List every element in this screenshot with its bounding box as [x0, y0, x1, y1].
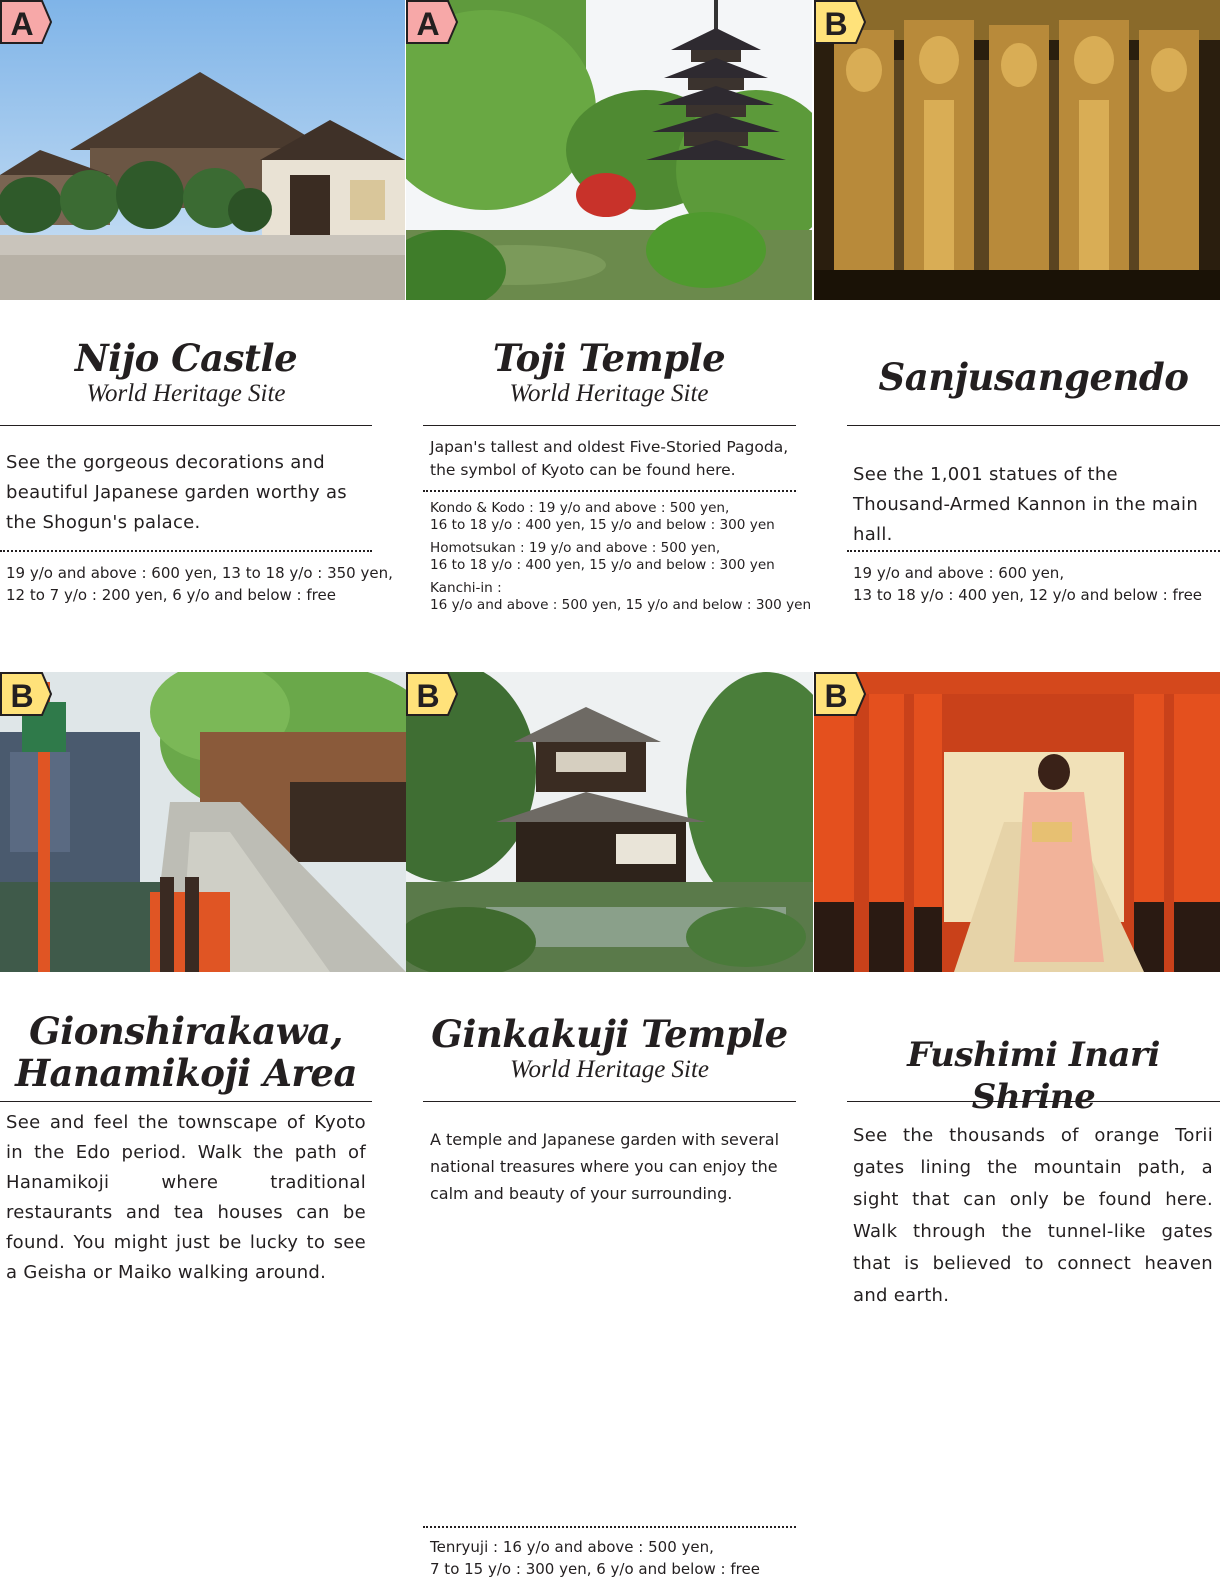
fee-divider [847, 550, 1220, 552]
badge-letter: B [824, 6, 848, 42]
badge-b [0, 672, 52, 716]
sanjusangendo-photo [814, 0, 1220, 300]
fee-line: Tenryuji : 16 y/o and above : 500 yen, [430, 1538, 714, 1556]
fee-line: 16 to 18 y/o : 400 yen, 15 y/o and below : 300 yen [430, 517, 775, 533]
card-title: Nijo Castle [74, 336, 298, 380]
badge-letter: B [824, 678, 848, 714]
fushimi-inari-shrine-photo [814, 672, 1220, 972]
card-ginkakuji-temple [406, 672, 812, 1578]
gionshirakawa-photo [0, 672, 406, 972]
fee-line: 16 to 18 y/o : 400 yen, 15 y/o and below : 300 yen [430, 557, 775, 573]
card-title: Fushimi Inari Shrine [907, 1035, 1160, 1117]
title-rule [423, 425, 796, 426]
card-title-block [423, 337, 795, 409]
badge-letter: B [416, 678, 440, 714]
card-description: Japan's tallest and oldest Five-Storied Pagoda, the symbol of Kyoto can be found here. [430, 438, 789, 479]
badge-a [406, 0, 458, 44]
card-description: See and feel the townscape of Kyoto in the Edo period. Walk the path of Hanamikoji where traditional restaurants and tea houses can be found. You might just be lucky to see a Geisha or Maiko walking around. [6, 1112, 366, 1283]
fee-divider [423, 490, 796, 492]
fee-line: 16 y/o and above : 500 yen, 15 y/o and below : 300 yen [430, 597, 812, 613]
card-toji-temple [406, 0, 812, 660]
card-sanjusangendo [814, 0, 1220, 660]
card-subtitle: World Heritage Site [86, 380, 286, 407]
fee-line: Kanchi-in : [430, 580, 502, 596]
fee-line: 19 y/o and above : 600 yen, 13 to 18 y/o : 350 yen, [6, 564, 393, 582]
fee-list [430, 500, 811, 620]
card-title: Ginkakuji Temple [431, 1012, 788, 1056]
fee-group-kanchi-in [430, 580, 811, 614]
badge-a [0, 0, 52, 44]
badge-b [814, 672, 866, 716]
badge-letter: B [10, 678, 34, 714]
card-title: Toji Temple [492, 336, 726, 380]
title-rule [0, 1101, 372, 1102]
card-title-block [0, 337, 372, 409]
card-title-block [847, 356, 1220, 398]
badge-letter: A [416, 6, 440, 42]
card-title-block [423, 1013, 796, 1085]
title-rule [847, 425, 1220, 426]
card-description: See the 1,001 statues of the Thousand-Armed Kannon in the main hall. [853, 464, 1199, 545]
fee-line: Kondo & Kodo : 19 y/o and above : 500 yen, [430, 500, 730, 516]
title-rule [847, 1101, 1220, 1102]
card-title-block [0, 1010, 372, 1094]
fee-line: 13 to 18 y/o : 400 yen, 12 y/o and below : free [853, 586, 1203, 604]
card-title-line2: Hanamikoji Area [15, 1051, 357, 1095]
fee-list [430, 1536, 760, 1580]
card-gionshirakawa [0, 672, 406, 1338]
fee-line: 7 to 15 y/o : 300 yen, 6 y/o and below : free [430, 1560, 760, 1578]
badge-letter: A [10, 6, 34, 42]
fee-line: 19 y/o and above : 600 yen, [853, 564, 1065, 582]
title-rule [0, 425, 372, 426]
badge-b [814, 0, 866, 44]
title-rule [423, 1101, 796, 1102]
nijo-castle-photo [0, 0, 405, 300]
fee-group-homotsukan [430, 540, 811, 574]
ginkakuji-temple-photo [406, 672, 813, 972]
card-title-line1: Gionshirakawa, [29, 1009, 343, 1053]
card-subtitle: World Heritage Site [509, 1056, 710, 1083]
card-description: See the gorgeous decorations and beautiful Japanese garden worthy as the Shogun's palace. [6, 452, 347, 533]
fee-divider [423, 1526, 796, 1528]
badge-b [406, 672, 458, 716]
fee-group-kondo-kodo [430, 500, 811, 534]
fee-list [853, 562, 1202, 606]
card-description: See the thousands of orange Torii gates lining the mountain path, a sight that can only be found here. Walk through the tunnel-like gates that is believed to connect heaven and earth. [853, 1125, 1213, 1306]
toji-temple-photo [406, 0, 812, 300]
card-subtitle: World Heritage Site [509, 380, 709, 407]
card-fushimi-inari-shrine [814, 672, 1220, 1338]
card-title-block [847, 1034, 1220, 1118]
fee-divider [0, 550, 372, 552]
fee-line: 12 to 7 y/o : 200 yen, 6 y/o and below : free [6, 586, 336, 604]
card-description: A temple and Japanese garden with several national treasures where you can enjoy the calm and beauty of your surrounding. [430, 1130, 780, 1203]
fee-line: Homotsukan : 19 y/o and above : 500 yen, [430, 540, 721, 556]
fee-list [6, 562, 393, 606]
card-title: Sanjusangendo [878, 355, 1189, 399]
card-nijo-castle [0, 0, 406, 660]
